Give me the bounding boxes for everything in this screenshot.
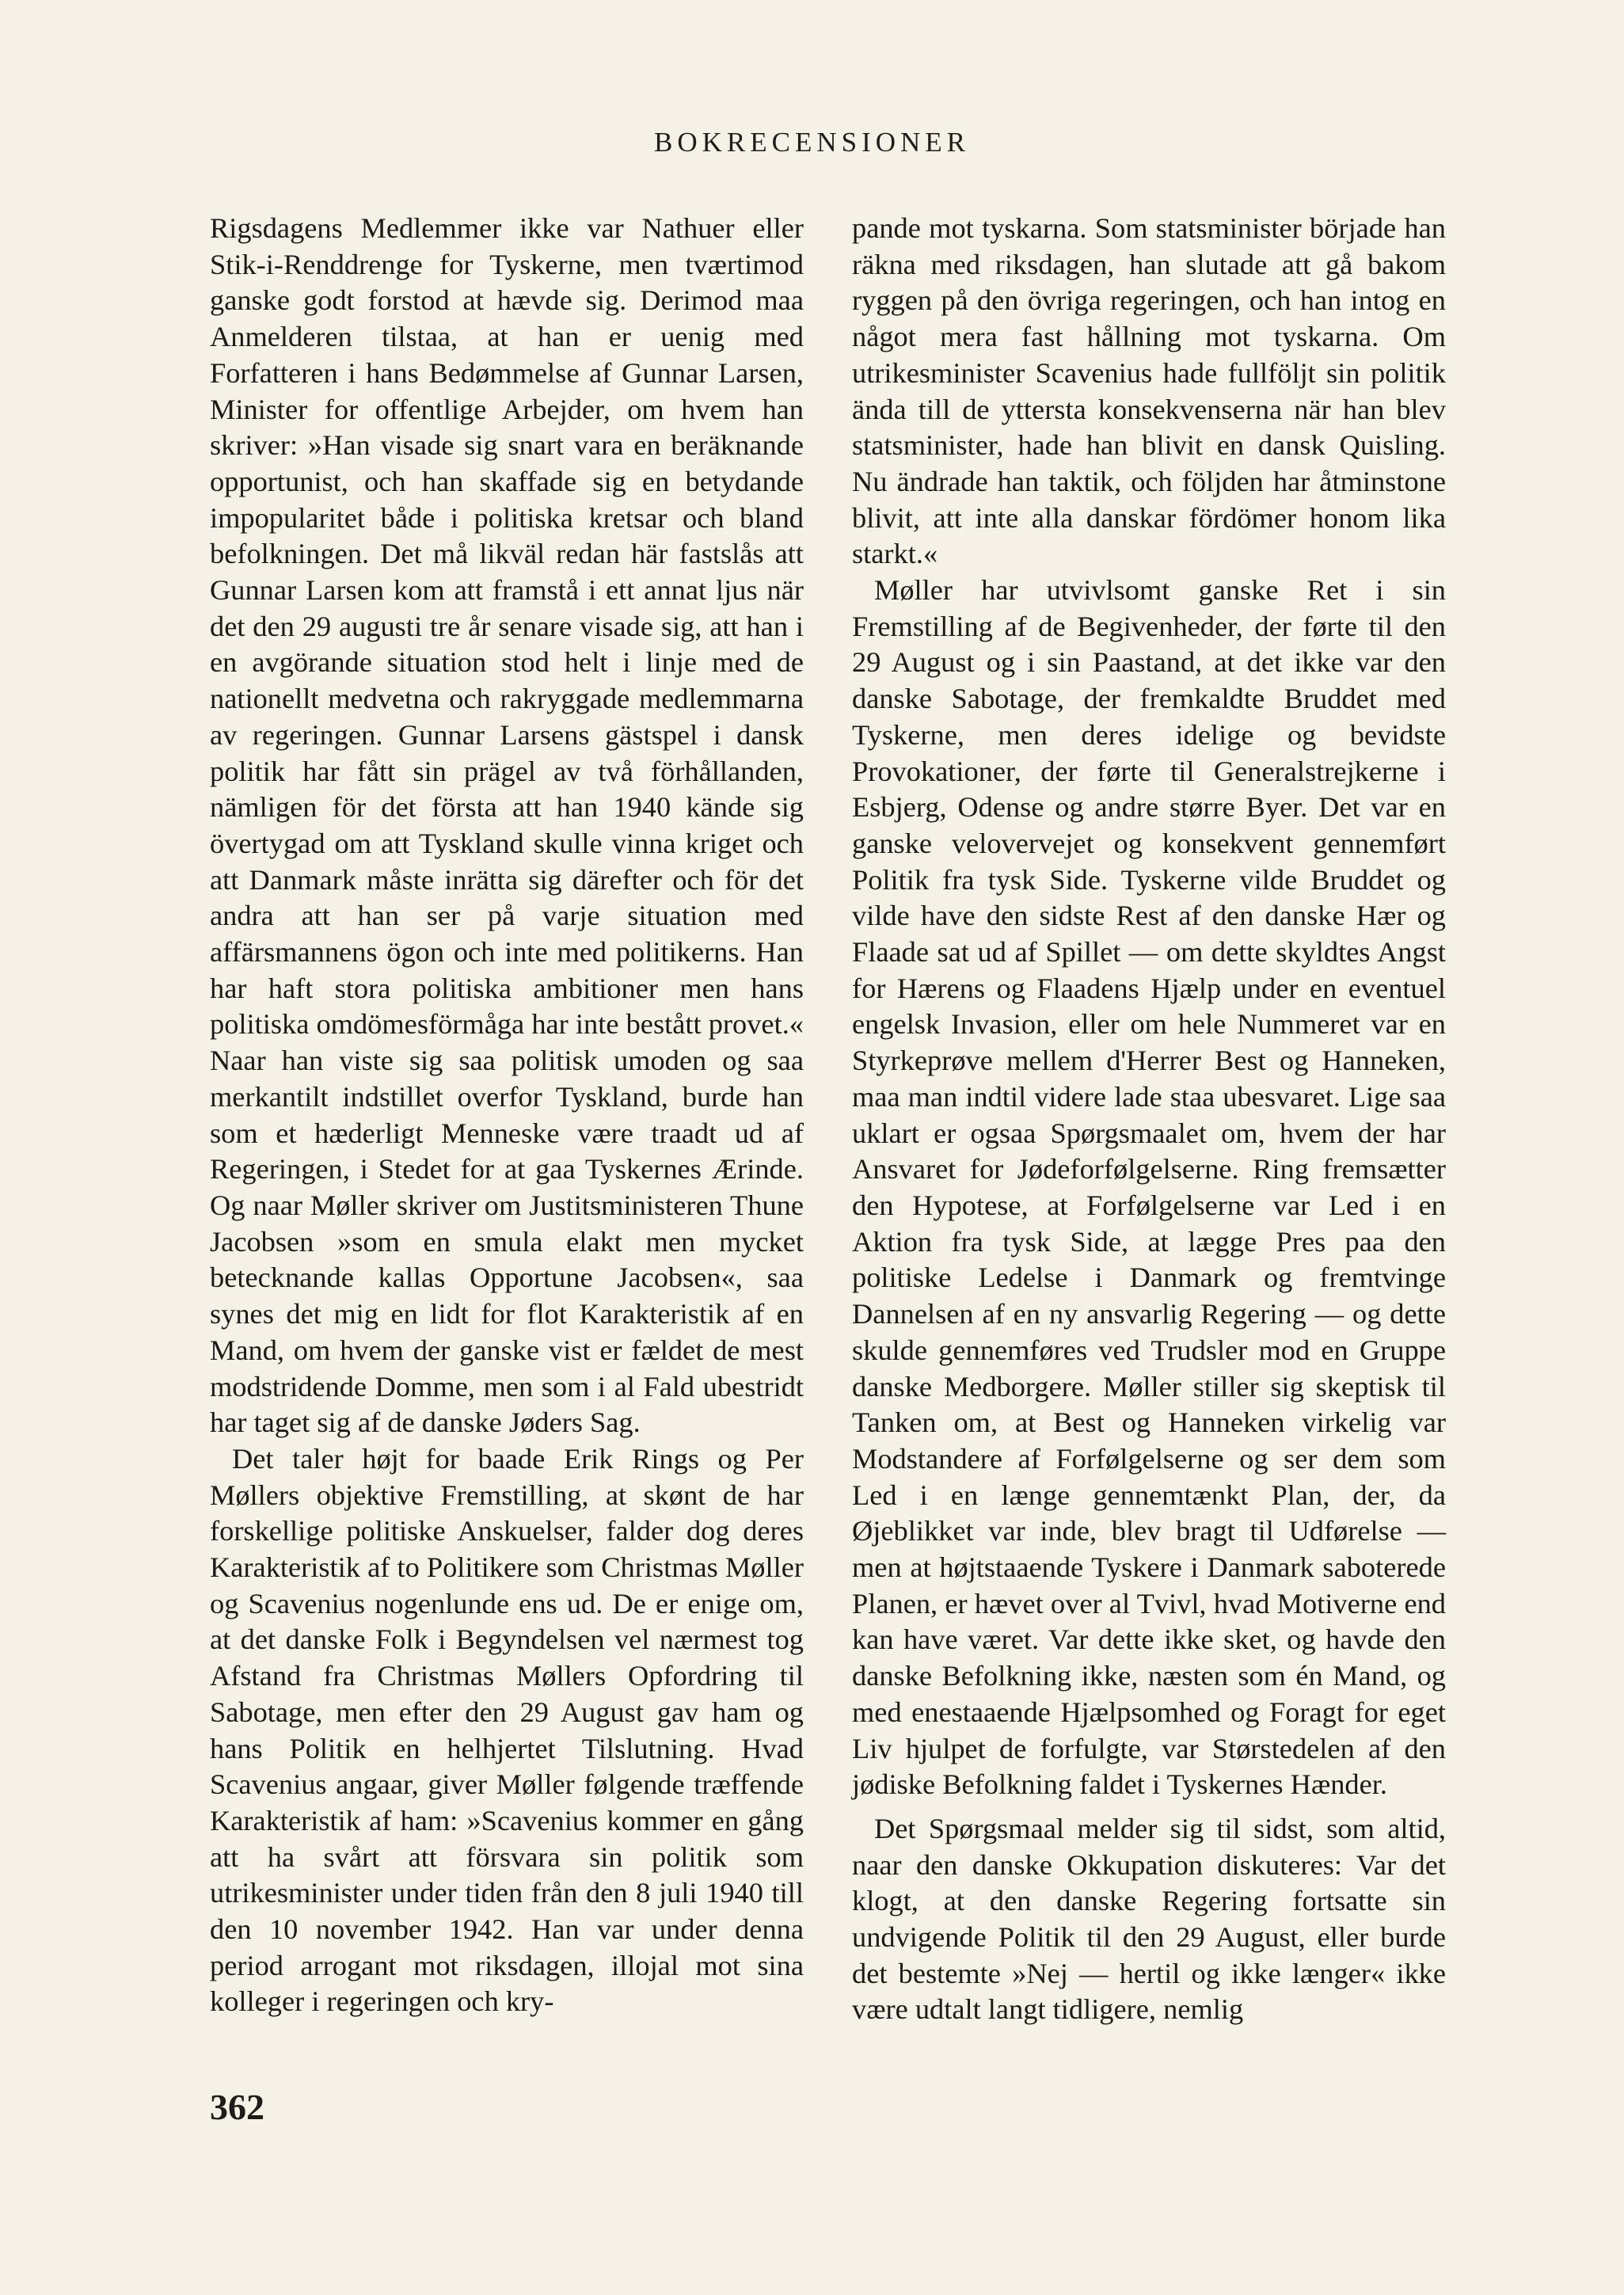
left-paragraph-2: Det taler højt for baade Erik Rings og Per Møllers objektive Fremstilling, at skønt de har forskellige politiske Anskuelser, falder dog deres Karakteristik af to Politikere som Christmas Møller og Scavenius nogenlunde ens ud. De er enige om, at det danske Folk i Begyndelsen vel nærmest tog Afstand fra Christmas Møllers Opfordring til Sabotage, men efter den 29 August gav ham og hans Politik en helhjertet Tilslutning. Hvad Scavenius angaar, giver Møller følgende træffende Karakteristik af ham: »Scavenius kommer en gång att ha svårt att försvara sin politik som utrikesminister under tiden från den 8 juli 1940 till den 10 november 1942. Han var under denna period arrogant mot riksdagen, illojal mot sina kolleger i regeringen och kry-	[210, 1442, 804, 2018]
right-paragraph-2: Møller har utvivlsomt ganske Ret i sin Fremstilling af de Begivenheder, der førte til den 29 August og i sin Paastand, at det ikke var den danske Sabotage, der fremkaldte Bruddet med Tyskerne, men deres idelige og bevidste Provokationer, der førte til Generalstrejkerne i Esbjerg, Odense og andre større Byer. Det var en ganske velovervejet og konsekvent gennemført Politik fra tysk Side. Tyskerne vilde Bruddet og vilde have den sidste Rest af den danske Hær og Flaade sat ud af Spillet — om dette skyldtes Angst for Hærens og Flaadens Hjælp under en eventuel engelsk Invasion, eller om hele Nummeret var en Styrkeprøve mellem d'Herrer Best og Hanneken, maa man indtil videre lade staa ubesvaret. Lige saa uklart er ogsaa Spørgsmaalet om, hvem der har Ansvaret for Jødeforfølgelserne. Ring fremsætter den Hypotese, at Forfølgelserne var Led i en Aktion fra tysk Side, at lægge Pres paa den politiske Ledelse i Danmark og fremtvinge Dannelsen af en ny ansvarlig Regering — og dette skulde gennemføres ved Trudsler mod en Gruppe danske Medborgere. Møller stiller sig skeptisk til Tanken om, at Best og Hanneken virkelig var Modstandere af Forfølgelserne og ser dem som Led i en længe gennemtænkt Plan, der, da Øjeblikket var inde, blev bragt til Udførelse — men at højtstaaende Tyskere i Danmark saboterede Planen, er hævet over al Tvivl, hvad Motiverne end kan have været. Var dette ikke sket, og havde den danske Befolkning ikke, næsten som én Mand, og med enestaaende Hjælpsomhed og Foragt for eget Liv hjulpet de forfulgte, var Størstedelen af den jødiske Befolkning faldet i Tyskernes Hænder.	[852, 574, 1446, 1801]
page-number: 362	[210, 2087, 264, 2127]
right-column	[852, 211, 1446, 2028]
left-paragraph-1: Rigsdagens Medlemmer ikke var Nathuer eller Stik-i-Renddrenge for Tyskerne, men tværtimod ganske godt forstod at hævde sig. Derimod maa Anmelderen tilstaa, at han er uenig med Forfatteren i hans Bedømmelse af Gunnar Larsen, Minister for offentlige Arbejder, om hvem han skriver: »Han visade sig snart vara en beräknande opportunist, och han skaffade sig en betydande impopularitet både i politiska kretsar och bland befolkningen. Det må likväl redan här fastslås att Gunnar Larsen kom att framstå i ett annat ljus när det den 29 augusti tre år senare visade sig, att han i en avgörande situation stod helt i linje med de nationellt medvetna och rakryggade medlemmarna av regeringen. Gunnar Larsens gästspel i dansk politik har fått sin prägel av två förhållanden, nämligen för det första att han 1940 kände sig övertygad om att Tyskland skulle vinna kriget och att Danmark måste inrätta sig därefter och för det andra att han ser på varje situation med affärsmannens ögon och inte med politikerns. Han har haft stora politiska ambitioner men hans politiska omdömesförmåga har inte bestått provet.« Naar han viste sig saa politisk umoden og saa merkantilt indstillet overfor Tyskland, burde han som et hæderligt Menneske være traadt ud af Regeringen, i Stedet for at gaa Tyskernes Ærinde. Og naar Møller skriver om Justitsministeren Thune Jacobsen »som en smula elakt men mycket betecknande kallas Opportune Jacobsen«, saa synes det mig en lidt for flot Karakteristik af en Mand, om hvem der ganske vist er fældet de mest modstridende Domme, men som i al Fald ubestridt har taget sig af de danske Jøders Sag.	[210, 212, 804, 1439]
right-paragraph-1: pande mot tyskarna. Som statsminister började han räkna med riksdagen, han slutade att gå bakom ryggen på den övriga regeringen, och han intog en något mera fast hållning mot tyskarna. Om utrikesminister Scavenius hade fullföljt sin politik ända till de yttersta konsekvenserna när han blev statsminister, hade han blivit en dansk Quisling. Nu ändrade han taktik, och följden har åtminstone blivit, att inte alla danskar fördömer honom lika starkt.«	[852, 212, 1446, 570]
left-column	[210, 211, 804, 2020]
right-paragraph-3: Det Spørgsmaal melder sig til sidst, som altid, naar den danske Okkupation diskuteres: Var det klogt, at den danske Regering fortsatte sin undvigende Politik til den 29 August, eller burde det bestemte »Nej — hertil og ikke længer« ikke være udtalt langt tidligere, nemlig	[852, 1812, 1446, 2026]
running-title: BOKRECENSIONER	[653, 127, 971, 158]
